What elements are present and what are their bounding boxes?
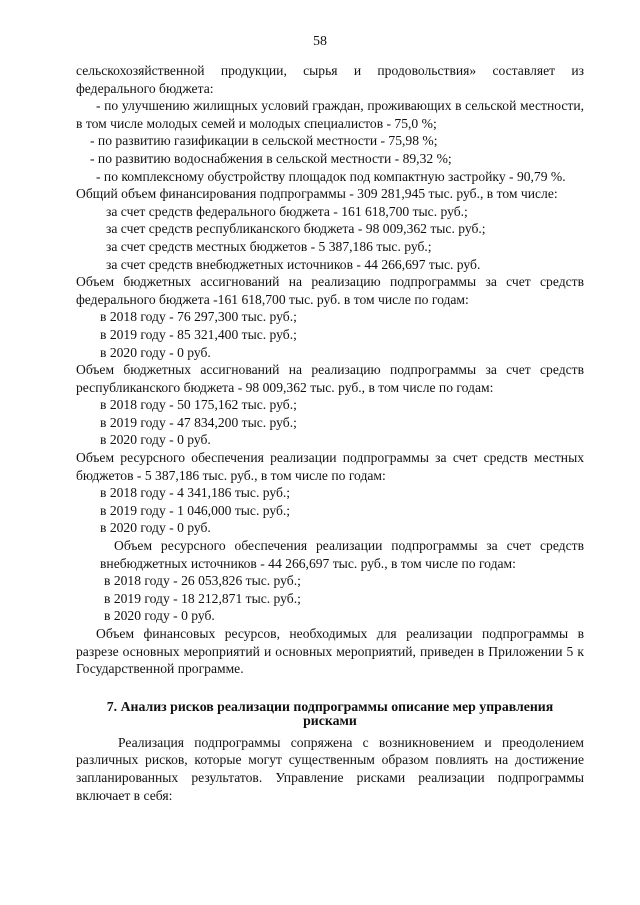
extrabudgetary-2018: в 2018 году - 26 053,826 тыс. руб.; — [104, 573, 301, 589]
paragraph-extrabudgetary-resources: Объем ресурсного обеспечения реализации подпрограммы за счет средств внебюджетных источников - 44 266,697 тыс. руб., в том числе по годам: — [100, 538, 584, 571]
item-compact-development: - по комплексному обустройству площадок под компактную застройку - 90,79 %. — [96, 168, 566, 184]
source-local: за счет средств местных бюджетов - 5 387,186 тыс. руб.; — [106, 238, 432, 254]
paragraph-federal-allocations: Объем бюджетных ассигнований на реализацию подпрограммы за счет средств федерального бюджета -161 618,700 тыс. руб. в том числе по годам: — [76, 274, 584, 307]
paragraph-agriculture-budget: сельскохозяйственной продукции, сырья и продовольствия» составляет из федерального бюджета: — [76, 63, 584, 96]
paragraph-republican-allocations: Объем бюджетных ассигнований на реализацию подпрограммы за счет средств республиканского бюджета - 98 009,362 тыс. руб., в том числе по годам: — [76, 362, 584, 395]
paragraph-local-resources: Объем ресурсного обеспечения реализации подпрограммы за счет средств местных бюджетов - 5 387,186 тыс. руб., в том числе по годам: — [76, 450, 584, 483]
republican-2020: в 2020 году - 0 руб. — [100, 432, 211, 448]
federal-2020: в 2020 году - 0 руб. — [100, 344, 211, 360]
document-body — [76, 62, 584, 804]
local-2019: в 2019 году - 1 046,000 тыс. руб.; — [100, 502, 291, 518]
section-heading-line-1: 7. Анализ рисков реализации подпрограммы описание мер управления — [106, 698, 554, 714]
republican-2019: в 2019 году - 47 834,200 тыс. руб.; — [100, 414, 297, 430]
federal-2018: в 2018 году - 76 297,300 тыс. руб.; — [100, 309, 297, 325]
paragraph-total-financing: Общий объем финансирования подпрограммы - 309 281,945 тыс. руб., в том числе: — [76, 186, 558, 202]
source-extrabudgetary: за счет средств внебюджетных источников - 44 266,697 тыс. руб. — [106, 256, 481, 272]
page-number: 58 — [313, 34, 327, 49]
paragraph-financial-resources: Объем финансовых ресурсов, необходимых для реализации подпрограммы в разрезе основных мероприятий и основных мероприятий, приведен в Приложении 5 к Государственной программе. — [76, 626, 584, 677]
source-federal: за счет средств федерального бюджета - 161 618,700 тыс. руб.; — [106, 203, 468, 219]
republican-2018: в 2018 году - 50 175,162 тыс. руб.; — [100, 397, 297, 413]
section-heading — [76, 700, 584, 728]
item-housing-conditions: - по улучшению жилищных условий граждан, проживающих в сельской местности, в том числе молодых семей и молодых специалистов - 75,0 %; — [76, 98, 584, 131]
federal-2019: в 2019 году - 85 321,400 тыс. руб.; — [100, 326, 297, 342]
extrabudgetary-2019: в 2019 году - 18 212,871 тыс. руб.; — [104, 590, 301, 606]
paragraph-risks: Реализация подпрограммы сопряжена с возникновением и преодолением различных рисков, которые могут существенным образом повлиять на достижение запланированных результатов. Управление рисками реализации подпрограммы включает в себя: — [76, 734, 584, 803]
local-2018: в 2018 году - 4 341,186 тыс. руб.; — [100, 485, 291, 501]
extrabudgetary-2020: в 2020 году - 0 руб. — [104, 608, 215, 624]
section-heading-line-2: рисками — [303, 712, 357, 728]
item-water-supply: - по развитию водоснабжения в сельской местности - 89,32 %; — [90, 150, 452, 166]
source-republican: за счет средств республиканского бюджета - 98 009,362 тыс. руб.; — [106, 221, 486, 237]
local-2020: в 2020 году - 0 руб. — [100, 520, 211, 536]
item-gasification: - по развитию газификации в сельской местности - 75,98 %; — [90, 133, 438, 149]
